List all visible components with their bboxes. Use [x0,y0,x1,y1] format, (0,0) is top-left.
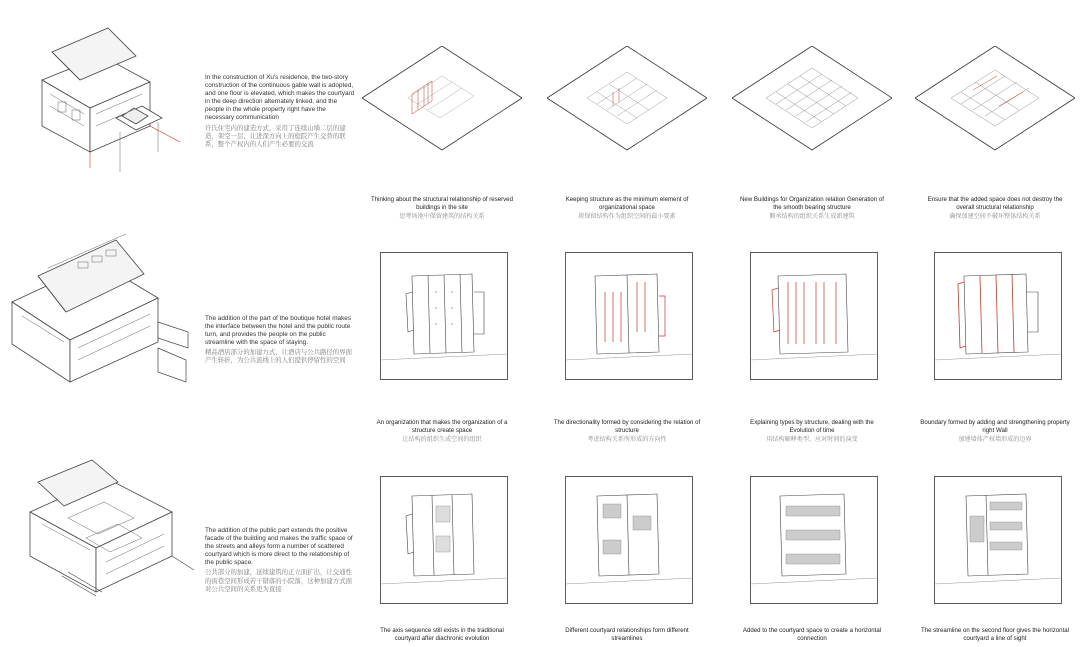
caption-cn: 用结构解释类型，应对时间的演变 [766,436,858,443]
axonometric-xu-residence [30,22,190,172]
caption-1-3 [737,196,887,221]
caption-3-3 [737,627,887,643]
plan-diagram-second-floor-streamline [934,476,1062,604]
caption-2-1 [367,419,517,444]
caption-1-4 [920,196,1070,221]
caption-2-3 [737,419,887,444]
caption-cn: 顺承结构的组织关系生成新建筑 [769,213,855,220]
caption-cn: 思考场地中保留建筑的结构关系 [399,213,485,220]
caption-cn: 让结构的组织生成空间的组织 [402,436,482,443]
description-cn: 精品酒店部分的加建方式，让酒店与公共路径的界面产生转折，为公共流线上的人们提供停留性的空间 [205,349,352,365]
plan-diagram-structure-organization [380,252,508,380]
caption-2-4 [920,419,1070,444]
plan-diagram-horizontal-connection [750,476,878,604]
caption-en: New Buildings for Organization relation Generation of the smooth bearing structure [740,196,884,211]
caption-en: Added to the courtyard space to create a horizontal connection [742,627,882,642]
caption-en: The directionality formed by considering the relation of structure [553,419,701,434]
plan-diagram-evolution-of-time [750,252,878,380]
caption-cn: 考虑结构关系所形成的方向性 [587,436,667,443]
caption-3-2 [552,627,702,643]
caption-3-1 [367,627,517,643]
row-3-description [205,527,355,594]
plan-diagram-directionality [565,252,693,380]
description-cn: 许氏住宅内的建造方式，采用了连续山墙二层的建造，架空一层，让进深方向上的庭院产生交替的联系，整个产权内的人们产生必要的交流 [205,124,346,148]
caption-en: The axis sequence still exists in the traditional courtyard after diachronic evolution [380,627,504,642]
axonometric-boutique-hotel [8,232,198,392]
description-cn: 公共部分的加建，延续建筑的正立面扩出，让交通性的街巷空间形成若干错落的小院落，这种加建方式面对公共空间的关系更为直接 [205,569,352,593]
description-en: In the construction of Xu's residence, the two-story construction of the continuous gable wall is adopted, and one floor is elevated, which makes the courtyard in the deep direction alternately linked, and the people in the whole property right have the necessary communication [205,74,355,122]
iso-diagram-reserved-structure [362,46,522,174]
caption-en: Explaining types by structure, dealing with the Evolution of time [750,419,874,434]
caption-en: Thinking about the structural relationship of reserved buildings in the site [371,196,513,211]
description-en: The addition of the public part extends the positive facade of the building and makes the traffic space of the streets and alleys form a number of scattered courtyard which is more direct to the relationship of the public space. [205,527,353,567]
plan-diagram-boundary-wall [934,252,1062,380]
caption-en: Boundary formed by adding and strengthening property right Wall [920,419,1070,434]
caption-en: Different courtyard relationships form different streamlines [565,627,689,642]
caption-2-2 [552,419,702,444]
caption-cn: 确保加建空间不破坏整体结构关系 [949,213,1041,220]
plan-diagram-courtyard-streamlines [565,476,693,604]
caption-3-4 [920,627,1070,643]
plan-diagram-axis-sequence [380,476,508,604]
iso-diagram-bearing-structure [732,46,892,174]
caption-en: The streamline on the second floor gives the horizontal courtyard a line of sight [920,627,1070,642]
iso-diagram-minimum-element [547,46,707,174]
caption-cn: 将保留结构作为组织空间的最小要素 [578,213,676,220]
caption-1-1 [367,196,517,221]
iso-diagram-added-space [915,46,1075,174]
caption-en: Ensure that the added space does not destroy the overall structural relationship [927,196,1063,211]
axonometric-public-part [22,458,197,608]
caption-en: An organization that makes the organization of a structure create space [376,419,508,434]
row-2-description [205,315,355,366]
description-en: The addition of the part of the boutique hotel makes the interface between the hotel and the public route turn, and provides the people on the public streamline with the space of staying. [205,315,352,347]
caption-cn: 加建墙体产权墙形成的边界 [958,436,1032,443]
caption-1-2 [552,196,702,221]
caption-en: Keeping structure as the minimum element of organizational space [565,196,689,211]
row-1-description [205,74,355,149]
